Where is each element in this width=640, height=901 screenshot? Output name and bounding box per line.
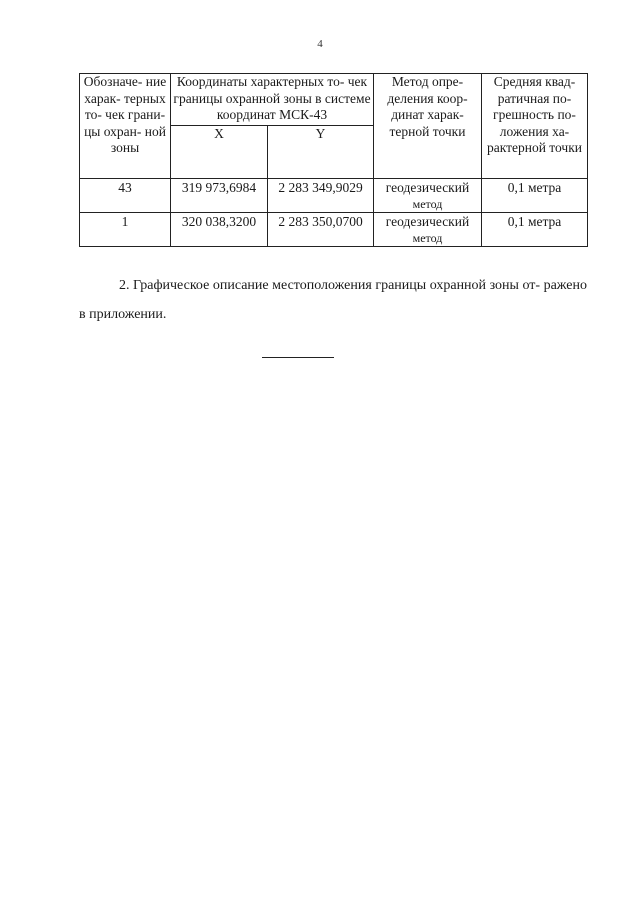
cell-error: 0,1 метра <box>482 213 588 247</box>
cell-method <box>374 179 482 213</box>
header-y: Y <box>268 126 374 179</box>
cell-point: 1 <box>80 213 171 247</box>
cell-x: 320 038,3200 <box>171 213 268 247</box>
page-number: 4 <box>317 38 323 50</box>
header-x: X <box>171 126 268 179</box>
cell-method-line-1: геодезический <box>385 214 470 229</box>
table-row <box>80 213 588 247</box>
cell-method-line-2: метод <box>412 197 443 211</box>
cell-x: 319 973,6984 <box>171 179 268 213</box>
header-mean-square-error: Средняя квад- ратичная по- грешность по- ложения ха- рактерной точки <box>482 74 588 179</box>
header-coordinates: Координаты характерных то- чек границы охранной зоны в системе координат МСК-43 <box>171 74 374 126</box>
coordinates-table <box>79 73 588 247</box>
cell-method-line-2: метод <box>412 231 443 245</box>
cell-point: 43 <box>80 179 171 213</box>
end-rule <box>262 357 334 358</box>
cell-method-line-1: геодезический <box>385 180 470 195</box>
cell-y: 2 283 349,9029 <box>268 179 374 213</box>
cell-y: 2 283 350,0700 <box>268 213 374 247</box>
cell-error: 0,1 метра <box>482 179 588 213</box>
table-row <box>80 179 588 213</box>
body-paragraph: 2. Графическое описание местоположения границы охранной зоны от- ражено в приложении. <box>79 278 587 322</box>
cell-method <box>374 213 482 247</box>
table-header-row <box>80 74 588 126</box>
header-method: Метод опре- деления коор- динат харак- терной точки <box>374 74 482 179</box>
header-point-designation: Обозначе- ние харак- терных то- чек грани- цы охран- ной зоны <box>80 74 171 179</box>
